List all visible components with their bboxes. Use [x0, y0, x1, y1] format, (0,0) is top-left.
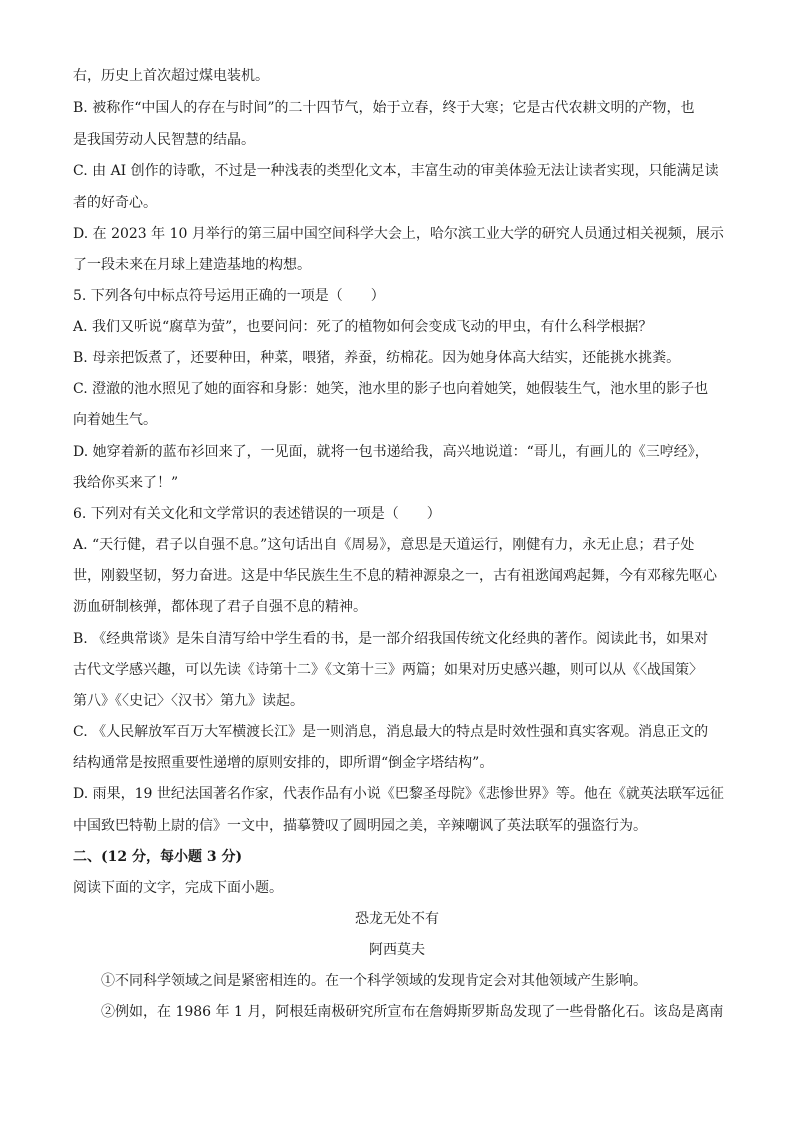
text-line: 向着她生气。	[73, 412, 157, 428]
text-line: B. 母亲把饭煮了，还要种田，种菜，喂猪，养蚕，纺棉花。因为她身体高大结实，还能挑水挑粪。	[73, 350, 681, 366]
text-line: B. 被称作“中国人的存在与时间”的二十四节气，始于立春，终于大寒；它是古代农耕文明的产物，也	[73, 100, 695, 116]
text-line: 结构通常是按照重要性递增的原则安排的，即所谓“倒金字塔结构”。	[73, 755, 494, 771]
text-line: D. 在 2023 年 10 月举行的第三届中国空间科学大会上，哈尔滨工业大学的研究人员通过相关视频，展示	[73, 226, 724, 242]
text-line: 世，刚毅坚韧，努力奋进。这是中华民族生生不息的精神源泉之一，古有祖逖闻鸡起舞，今有邓稼先呕心	[73, 568, 717, 584]
section-heading: 二、(12 分，每小题 3 分)	[73, 849, 243, 865]
text-line: B. 《经典常谈》是朱自清写给中学生看的书，是一部介绍我国传统文化经典的著作。阅读此书，如果对	[73, 631, 709, 647]
text-line: C. 由 AI 创作的诗歌，不过是一种浅表的类型化文本，丰富生动的审美体验无法让读者实现，只能满足读	[73, 163, 719, 179]
article-author: 阿西莫夫	[369, 942, 425, 958]
text-line: 者的好奇心。	[73, 195, 157, 211]
text-line: 沥血研制核弹，都体现了君子自强不息的精神。	[73, 599, 367, 615]
text-line: C. 《人民解放军百万大军横渡长江》是一则消息，消息最大的特点是时效性强和真实客观。消息正文的	[73, 724, 709, 740]
article-title: 恐龙无处不有	[355, 911, 439, 927]
text-line: 中国致巴特勒上尉的信》一文中，描摹赞叹了圆明园之美，辛辣嘲讽了英法联军的强盗行为。	[73, 818, 647, 834]
text-line: D. 雨果，19 世纪法国著名作家，代表作品有小说《巴黎圣母院》《悲惨世界》等。他在《就英法联军远征	[73, 786, 724, 802]
text-line: 右，历史上首次超过煤电装机。	[73, 68, 269, 84]
text-line: 我给你买来了！”	[73, 475, 179, 491]
question-5-stem: 5. 下列各句中标点符号运用正确的一项是（ ）	[73, 288, 385, 304]
question-6-stem: 6. 下列对有关文化和文学常识的表述错误的一项是（ ）	[73, 506, 441, 522]
text-line: D. 她穿着新的蓝布衫回来了，一见面，就将一包书递给我，高兴地说道：“哥儿，有画儿的《三哼经》，	[73, 444, 709, 460]
text-line: 是我国劳动人民智慧的结晶。	[73, 132, 255, 148]
text-line: C. 澄澈的池水照见了她的面容和身影：她笑，池水里的影子也向着她笑，她假装生气，池水里的影子也	[73, 381, 709, 397]
text-line: 古代文学感兴趣，可以先读《诗第十二》《文第十三》两篇；如果对历史感兴趣，则可以从《〈战国策〉	[73, 662, 703, 678]
text-line: 了一段未来在月球上建造基地的构想。	[73, 257, 311, 273]
text-line: 第八》《〈史记〉〈汉书〉第九》读起。	[73, 693, 304, 709]
article-paragraph: ①不同科学领域之间是紧密相连的。在一个科学领域的发现肯定会对其他领域产生影响。	[101, 973, 647, 989]
text-line: A. 我们又听说“腐草为萤”，也要问问：死了的植物如何会变成飞动的甲虫，有什么科学根据？	[73, 319, 653, 335]
instruction-text: 阅读下面的文字，完成下面小题。	[73, 880, 283, 896]
text-line: A. “天行健，君子以自强不息。”这句话出自《周易》，意思是天道运行，刚健有力，永无止息；君子处	[73, 537, 695, 553]
article-paragraph: ②例如，在 1986 年 1 月，阿根廷南极研究所宣布在詹姆斯罗斯岛发现了一些骨骼化石。该岛是离南	[101, 1004, 724, 1020]
